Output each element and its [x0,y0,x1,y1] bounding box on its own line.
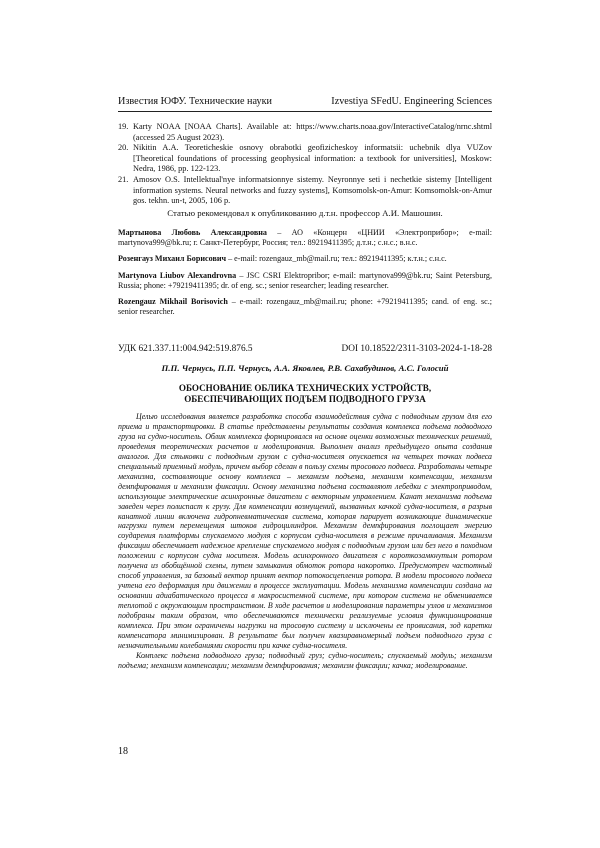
reference-number: 20. [118,143,129,153]
author-name: Martynova Liubov Alexandrovna [118,270,237,280]
author-info-entry [118,297,492,317]
reference-list [118,122,492,207]
author-name: Розенгауз Михаил Борисович [118,254,227,264]
journal-name-en: Izvestiya SFedU. Engineering Sciences [331,96,492,107]
page-number: 18 [118,746,128,757]
reference-text: Amosov O.S. Intellektual'nye informatsionnye sistemy. Neyronnye seti i nechetkie sistemy [Intelligent information systems. Neural networks and fuzzy systems], Komsomolsk-on-Amur: Komsomolsk-on-Amur gos. tekhn. un-t, 2005, 106 p. [133,174,492,206]
article-meta [118,344,492,354]
doi-code: DOI 10.18522/2311-3103-2024-1-18-28 [341,344,492,354]
author-details: – JSC CSRI Elektropribor; e-mail: martynova999@bk.ru; Saint Petersburg, Russia; phone: +79219411395; dr. of eng. sc.; senior researcher; leading researcher. [118,270,492,290]
reference-item [118,122,492,143]
article-title-line: ОБОСНОВАНИЕ ОБЛИКА ТЕХНИЧЕСКИХ УСТРОЙСТВ, [178,383,432,393]
author-info-entry [118,271,492,291]
article-title-line: ОБЕСПЕЧИВАЮЩИХ ПОДЪЕМ ПОДВОДНОГО ГРУЗА [184,394,426,405]
recommendation-note: Статью рекомендовал к опубликованию д.т.н. профессор А.И. Машошин. [167,208,443,218]
reference-text: Nikitin A.A. Teoreticheskie osnovy obrabotki geofizicheskoy informatsii: uchebnik dlya VUZov [Theoretical foundations of processing geophysical information: a textbook for universities], Moskow: Nedra, 1986, pp. 122-123. [133,143,492,174]
author-name: Мартынова Любовь Александровна [118,228,267,237]
abstract-block [118,412,492,671]
author-info-entry [118,254,492,264]
author-info-block [118,228,492,323]
author-info-entry [118,228,492,248]
author-details: – e-mail: rozengauz_mb@mail.ru; тел.: 89219411395; к.т.н.; с.н.с. [226,254,447,264]
author-details: – АО «Концерн «ЦНИИ «Электроприбор»; e-mail: martynova999@bk.ru; г. Санкт-Петербург, Россия; тел.: 89219411395; д.т.н.; с.н.с.; в.н.с. [118,228,492,248]
reference-text: Karty NOAA [NOAA Charts]. Available at: https://www.charts.noaa.gov/InteractiveCatalog/nrnc.shtml (accessed 25 August 2023). [133,122,492,142]
article-authors: П.П. Чернусь, П.П. Чернусь, А.А. Яковлев, Р.В. Сахабудинов, А.С. Голосий [161,363,449,373]
reference-item [118,143,492,175]
running-header [118,96,492,107]
reference-item [118,175,492,207]
article-title [118,383,492,406]
reference-number: 19. [118,122,129,131]
journal-name-ru: Известия ЮФУ. Технические науки [118,96,273,107]
author-details: – e-mail: rozengauz_mb@mail.ru; phone: +79219411395; cand. of eng. sc.; senior researcher. [118,297,492,317]
keywords-text: Комплекс подъема подводного груза; подводный груз; судно-носитель; спускаемый модуль; механизм подъема; механизм компенсации; механизм демпфирования; механизм фиксации; качка; моделирование. [118,650,492,670]
author-name: Rozengauz Mikhail Borisovich [118,297,228,307]
reference-number: 21. [118,174,129,184]
header-rule [118,111,492,112]
abstract-text: Целью исследования является разработка способа взаимодействия судна с подводным грузом для его приема и транспортировки. В статье представлены результаты создания комплекса подъема подводного груза на судно-носитель. Облик комплекса формировался на основе оценки возможных технических решений, проведения теоретических расчетов и моделирования. Выполнен анализ предыдущего опыта создания аналогов. Для стыковки с подводным грузом с судна-носителя опускается на четырех точках подвеса специальный приемный модуль, причем выбор сделан в пользу схемы тросового подвеса. Разработаны четыре механизма, составляющие основу комплекса – механизм подъема, механизм компенсации, механизм демпфирования и механизм фиксации. Основу механизма подъема составляют лебедки с электроприводом, использующие электрические асинхронные двигатели с векторным управлением. Канат механизма подъема заведен через полиспаст к грузу. Для компенсации возмущений, вызванных качкой судна-носителя, в разрыв канатной линии включена гидропневматическая система, которая парирует возникающие динамические нагрузки путем перемещения штоков гидроцилиндров. Механизм демпфирования поглощает энергию соударения платформы спускаемого модуля с корпусом судна-носителя в режиме причаливания. Механизм фиксации обеспечивает надежное крепление спускаемого модуля с подводным грузом или без него в походном положении с корпусом судна носителя. Модель асинхронного двигателя с короткозамкнутым ротором получена из обобщённой схемы, путем замыкания обмоток ротора накоротко. Предусмотрен частотный способ управления, за базовый вектор принят вектор потокосцепления ротора. В модели тросового подвеса учтена его деформация при движении в процессе эксплуатации. Модель механизма компенсации создана на основании адиабатического процесса в макросистемной системе, при котором система не обменивается теплотой с окружающим пространством. В ходе расчетов и моделирования параметры узлов и механизмов подобраны таким образом, что обеспечиваются технически реализуемые условия функционирования комплекса. При этом ограничены нагрузки на тросовую систему и исключены ее провисания, зод каретки компенсатора минимизирован. В результате был получен квазиравномерный подъем подводного груза с незначительными колебаниями скорости при качке судна-носителя. [118,412,492,650]
udc-code: УДК 621.337.11:004.942:519.876.5 [118,344,253,354]
